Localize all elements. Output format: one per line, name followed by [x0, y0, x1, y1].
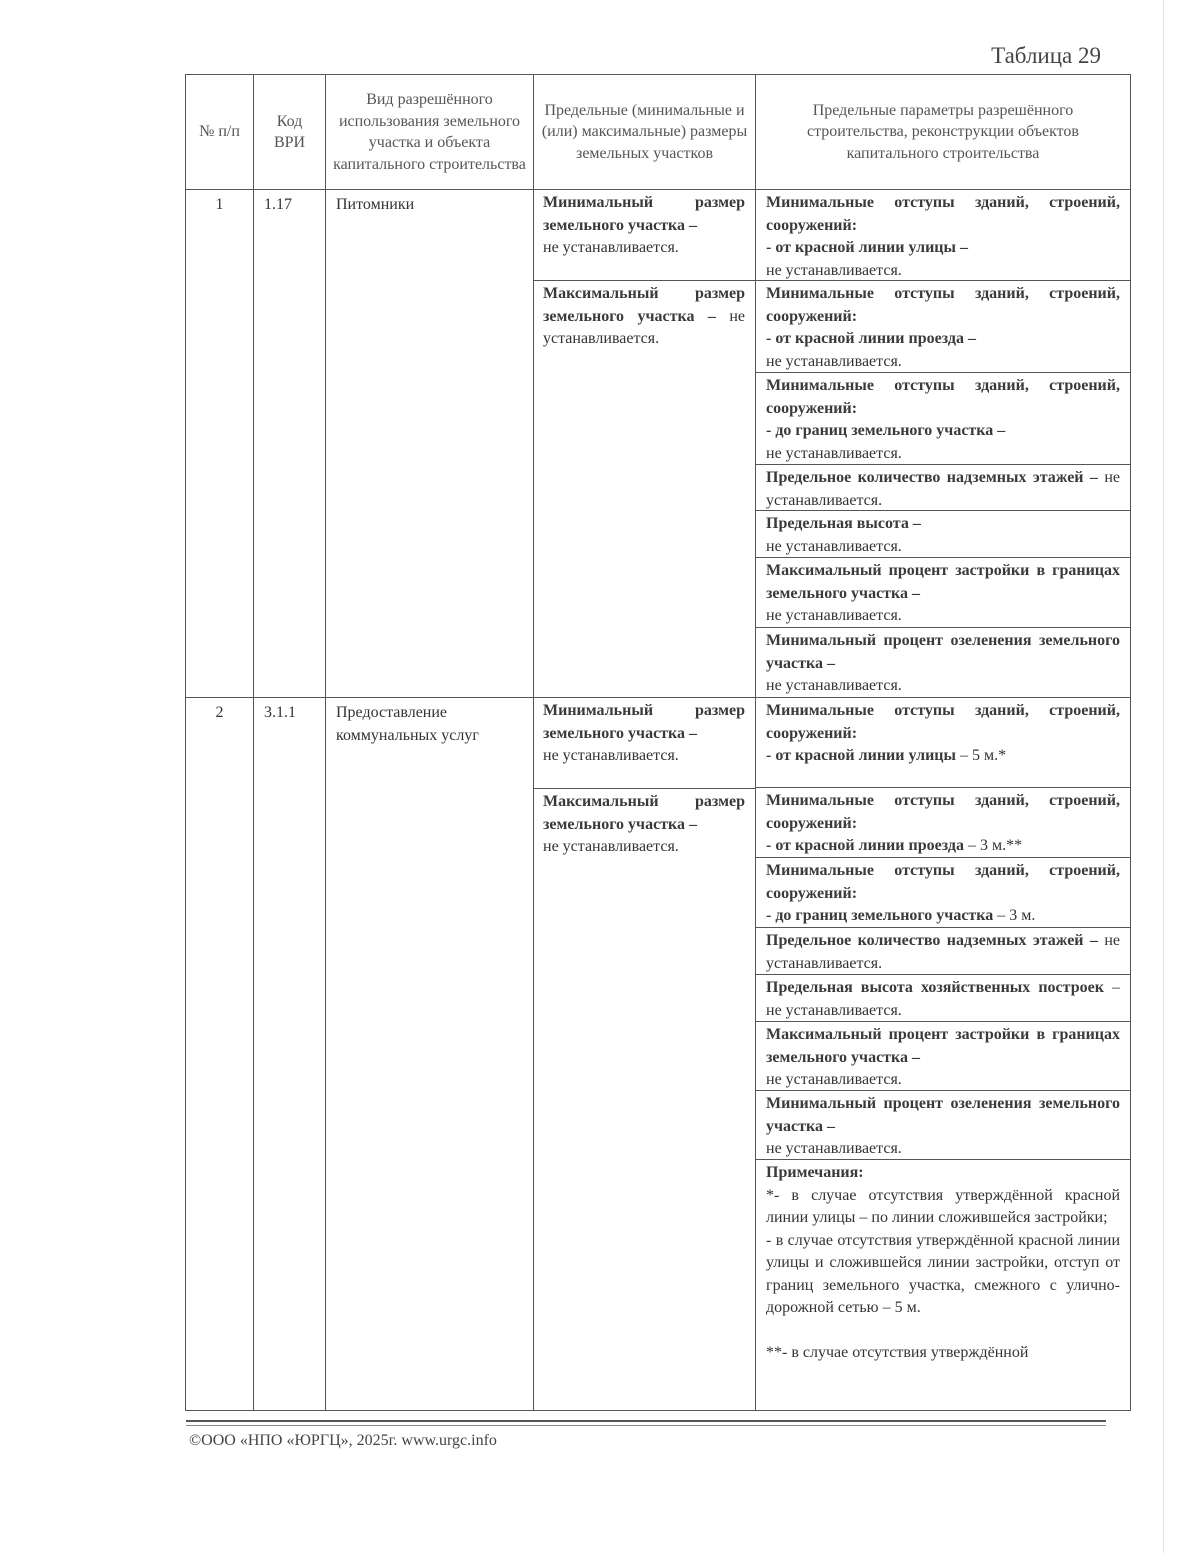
param-label: Предельное количество надземных этажей – [766, 932, 1098, 949]
size-max-value: не устанавливается. [543, 838, 679, 855]
param-label: Предельное количество надземных этажей – [766, 469, 1098, 486]
row-num: 1 [186, 190, 254, 698]
size-min [534, 190, 755, 281]
param-value: не устанавливается. [766, 261, 902, 279]
table-caption: Таблица 29 [991, 43, 1101, 68]
param-setback-driveway [756, 788, 1130, 858]
param-height [756, 511, 1130, 558]
size-min-value: не устанавливается. [543, 747, 679, 764]
notes-block [756, 1160, 1130, 1410]
param-value: не устанавливается. [766, 444, 902, 462]
row-params [756, 698, 1131, 1411]
param-setback-boundary [756, 373, 1130, 465]
param-label: Минимальные отступы зданий, строений, сооружений: [766, 862, 1120, 902]
row-code: 3.1.1 [254, 698, 326, 1411]
param-value: не устанавливается. [766, 537, 902, 555]
param-value: не устанавливается. [766, 469, 1120, 509]
size-max-value: не устанавливается. [543, 307, 745, 347]
param-value: не устанавливается. [766, 607, 902, 624]
note-spacer [766, 1320, 1120, 1342]
note-item: **- в случае отсутствия утверждённой [766, 1343, 1029, 1361]
zoning-table [185, 74, 1131, 1411]
size-max [534, 789, 755, 861]
param-value: не устанавливается. [766, 352, 902, 370]
param-value: – 5 м.* [960, 747, 1007, 764]
header-use: Вид разрешённого использования земельного участка и объекта капитального строительства [326, 75, 534, 190]
param-label: Предельная высота хозяйственных построек [766, 979, 1104, 996]
param-label: Минимальный процент озеленения земельного участка – [766, 632, 1120, 672]
param-value: – не устанавливается. [766, 979, 1120, 1019]
param-setback-street [756, 698, 1130, 788]
row-params [756, 190, 1131, 698]
param-value: не устанавливается. [766, 1071, 902, 1088]
param-sublabel: - от красной линии улицы – [766, 239, 968, 256]
size-min-label: Минимальный размер земельного участка – [543, 702, 745, 742]
param-sublabel: - от красной линии улицы [766, 747, 956, 764]
param-sublabel: - от красной линии проезда – [766, 330, 976, 347]
size-min [534, 698, 755, 789]
size-min-value: не устанавливается. [543, 239, 679, 256]
param-floors [756, 465, 1130, 511]
notes-title: Примечания: [766, 1164, 864, 1181]
param-coverage [756, 1022, 1130, 1091]
footer-copyright: ©ООО «НПО «ЮРГЦ», 2025г. www.urgc.info [189, 1432, 497, 1449]
param-sublabel: - до границ земельного участка – [766, 422, 1006, 439]
row-use-name: Питомники [326, 190, 534, 698]
param-coverage [756, 558, 1130, 628]
row-num: 2 [186, 698, 254, 1411]
header-code: Код ВРИ [254, 75, 326, 190]
param-label: Максимальный процент застройки в границах земельного участка – [766, 562, 1120, 602]
param-greening [756, 1091, 1130, 1160]
param-greening [756, 628, 1130, 697]
table-header-row [186, 75, 1131, 190]
table-row [186, 698, 1131, 1411]
param-value: – 3 м. [997, 907, 1036, 924]
param-label: Минимальные отступы зданий, строений, сооружений: [766, 702, 1120, 742]
row-code: 1.17 [254, 190, 326, 698]
table-row [186, 190, 1131, 698]
param-label: Минимальные отступы зданий, строений, сооружений: [766, 792, 1120, 832]
param-setback-driveway [756, 281, 1130, 373]
header-sizes: Предельные (минимальные и (или) максимальные) размеры земельных участков [534, 75, 756, 190]
page-edge [1163, 0, 1164, 1553]
param-label: Предельная высота – [766, 515, 921, 532]
param-floors [756, 928, 1130, 975]
footer-rule [186, 1420, 1106, 1422]
row-sizes [534, 698, 756, 1411]
param-setback-boundary [756, 858, 1130, 928]
header-params: Предельные параметры разрешённого строительства, реконструкции объектов капитального строительства [756, 75, 1131, 190]
param-value: не устанавливается. [766, 677, 902, 694]
size-max [534, 281, 755, 353]
param-value: не устанавливается. [766, 1140, 902, 1157]
param-label: Минимальные отступы зданий, строений, сооружений: [766, 377, 1120, 417]
note-item: - в случае отсутствия утверждённой красной линии улицы и сложившейся линии застройки, отступ от границ земельного участка, смежного с улично-дорожной сетью – 5 м. [766, 1231, 1120, 1316]
row-use-name: Предоставление коммунальных услуг [326, 698, 534, 1411]
param-sublabel: - до границ земельного участка [766, 907, 994, 924]
param-value: – 3 м.** [967, 837, 1023, 854]
size-max-label: Максимальный размер земельного участка – [543, 793, 745, 833]
param-setback-street [756, 190, 1130, 281]
note-item: *- в случае отсутствия утверждённой красной линии улицы – по линии сложившейся застройки; [766, 1186, 1120, 1226]
size-min-label: Минимальный размер земельного участка – [543, 194, 745, 234]
param-label: Максимальный процент застройки в границах земельного участка – [766, 1026, 1120, 1066]
size-max-label: Максимальный размер земельного участка – [543, 285, 745, 325]
footer-rule-thin [186, 1425, 1106, 1426]
param-sublabel: - от красной линии проезда [766, 837, 964, 854]
param-value: не устанавливается. [766, 932, 1120, 972]
row-sizes [534, 190, 756, 698]
param-label: Минимальные отступы зданий, строений, сооружений: [766, 194, 1120, 234]
param-label: Минимальные отступы зданий, строений, сооружений: [766, 285, 1120, 325]
param-label: Минимальный процент озеленения земельного участка – [766, 1095, 1120, 1135]
header-num: № п/п [186, 75, 254, 190]
param-height [756, 975, 1130, 1022]
